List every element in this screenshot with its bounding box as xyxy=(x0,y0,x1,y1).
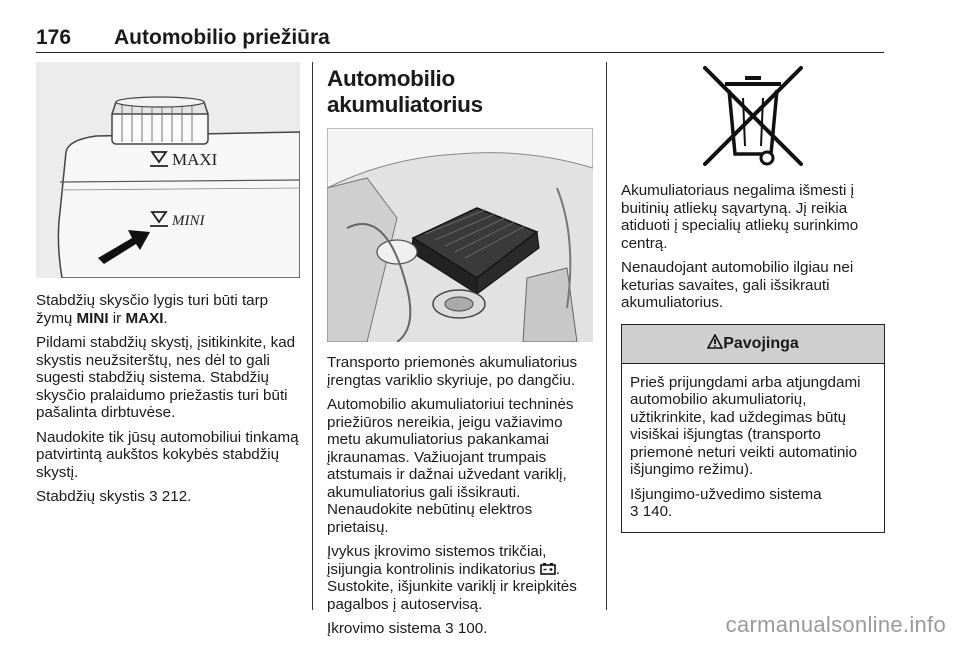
brake-fluid-reservoir-illustration xyxy=(36,62,300,278)
battery-discharge-text: Nenaudojant automobilio ilgiau nei keturias savaites, gali išsikrauti akumuliatorius. xyxy=(621,259,854,311)
column-battery-disposal xyxy=(621,62,885,533)
column-battery xyxy=(327,62,593,645)
column-divider xyxy=(606,62,607,610)
charging-fault-text: Įvykus įkrovimo sistemos trikčiai, įsijungia kontrolinis indikatorius . Sustokite, išjunkite variklį ir kreipkitės pagalbos į autoservisą. xyxy=(327,543,577,613)
stop-start-reference: Išjungimo-užvedimo sistema 3 140. xyxy=(630,485,822,520)
battery-warning-icon xyxy=(540,562,556,575)
page-ref-icon: 3 xyxy=(149,488,158,505)
page-ref-link[interactable]: 212. xyxy=(161,488,192,505)
page-header xyxy=(36,26,884,53)
brake-fluid-reference: Stabdžių skystis 3 212. xyxy=(36,488,192,505)
brake-fluid-level-text: Stabdžių skysčio lygis turi būti tarp žymų MINI ir MAXI. xyxy=(36,292,269,327)
engine-drawing xyxy=(327,128,593,342)
page-ref-link[interactable]: 140. xyxy=(642,503,673,520)
page-ref-link[interactable]: 100. xyxy=(457,620,488,637)
watermark: carmanualsonline.info xyxy=(725,612,946,637)
mini-label: MINI xyxy=(172,213,205,229)
column-divider xyxy=(312,62,313,610)
brake-fluid-contamination-text: Pildami stabdžių skystį, įsitikinkite, kad skystis neužsiterštų, nes dėl to gali sugesti stabdžių sistema. Stabdžių skysčio pralaidumo priežastis turi būti pašalinta dirbtuvėse. xyxy=(36,334,296,421)
section-title-battery: Automobilio akumuliatorius xyxy=(327,66,483,117)
charging-system-reference: Įkrovimo sistema 3 100. xyxy=(327,620,488,637)
warning-triangle-icon xyxy=(707,334,723,349)
battery-maintenance-text: Automobilio akumuliatoriui techninės priežiūros nereikia, jeigu važiavimo metu akumuliatorius pakankamai įkraunamas. Važiuojant trumpais atstumais ir dažnai užvedant variklį, akumuliatorius gali išsikrauti. Nenaudokite nebūtinų elektros prietaisų. xyxy=(327,396,574,536)
battery-location-text: Transporto priemonės akumuliatorius įrengtas variklio skyriuje, po dangčiu. xyxy=(327,354,578,389)
page-title: Automobilio priežiūra xyxy=(114,26,330,49)
page-number: 176 xyxy=(36,26,72,49)
brake-fluid-quality-text: Naudokite tik jūsų automobiliui tinkamą patvirtintą aukštos kokybės stabdžių skystį. xyxy=(36,428,299,481)
page-ref-icon: 3 xyxy=(445,620,454,637)
engine-compartment-illustration xyxy=(327,128,593,342)
danger-warning-title: Pavojinga xyxy=(723,334,799,352)
danger-warning-body xyxy=(622,364,884,532)
crossed-bin-icon xyxy=(621,62,885,172)
danger-warning-text: Prieš prijungdami arba atjungdami automobilio akumuliatorių, užtikrinkite, kad uždegimas būtų visiškai išjungtas (transporto priemonė neturi veikti automatinio išjungimo režimu). xyxy=(630,373,861,478)
maxi-label: MAXI xyxy=(172,150,218,169)
reservoir-drawing xyxy=(36,62,300,278)
danger-warning-box xyxy=(621,324,885,533)
battery-disposal-text: Akumuliatoriaus negalima išmesti į buitinių atliekų sąvartyną. Jį reikia atiduoti į specialių atliekų surinkimo centrą. xyxy=(621,182,859,252)
no-trash-bin-symbol xyxy=(621,62,885,172)
danger-warning-header xyxy=(622,325,884,364)
page-ref-icon: 3 xyxy=(630,503,639,520)
column-brake-fluid xyxy=(36,62,300,513)
